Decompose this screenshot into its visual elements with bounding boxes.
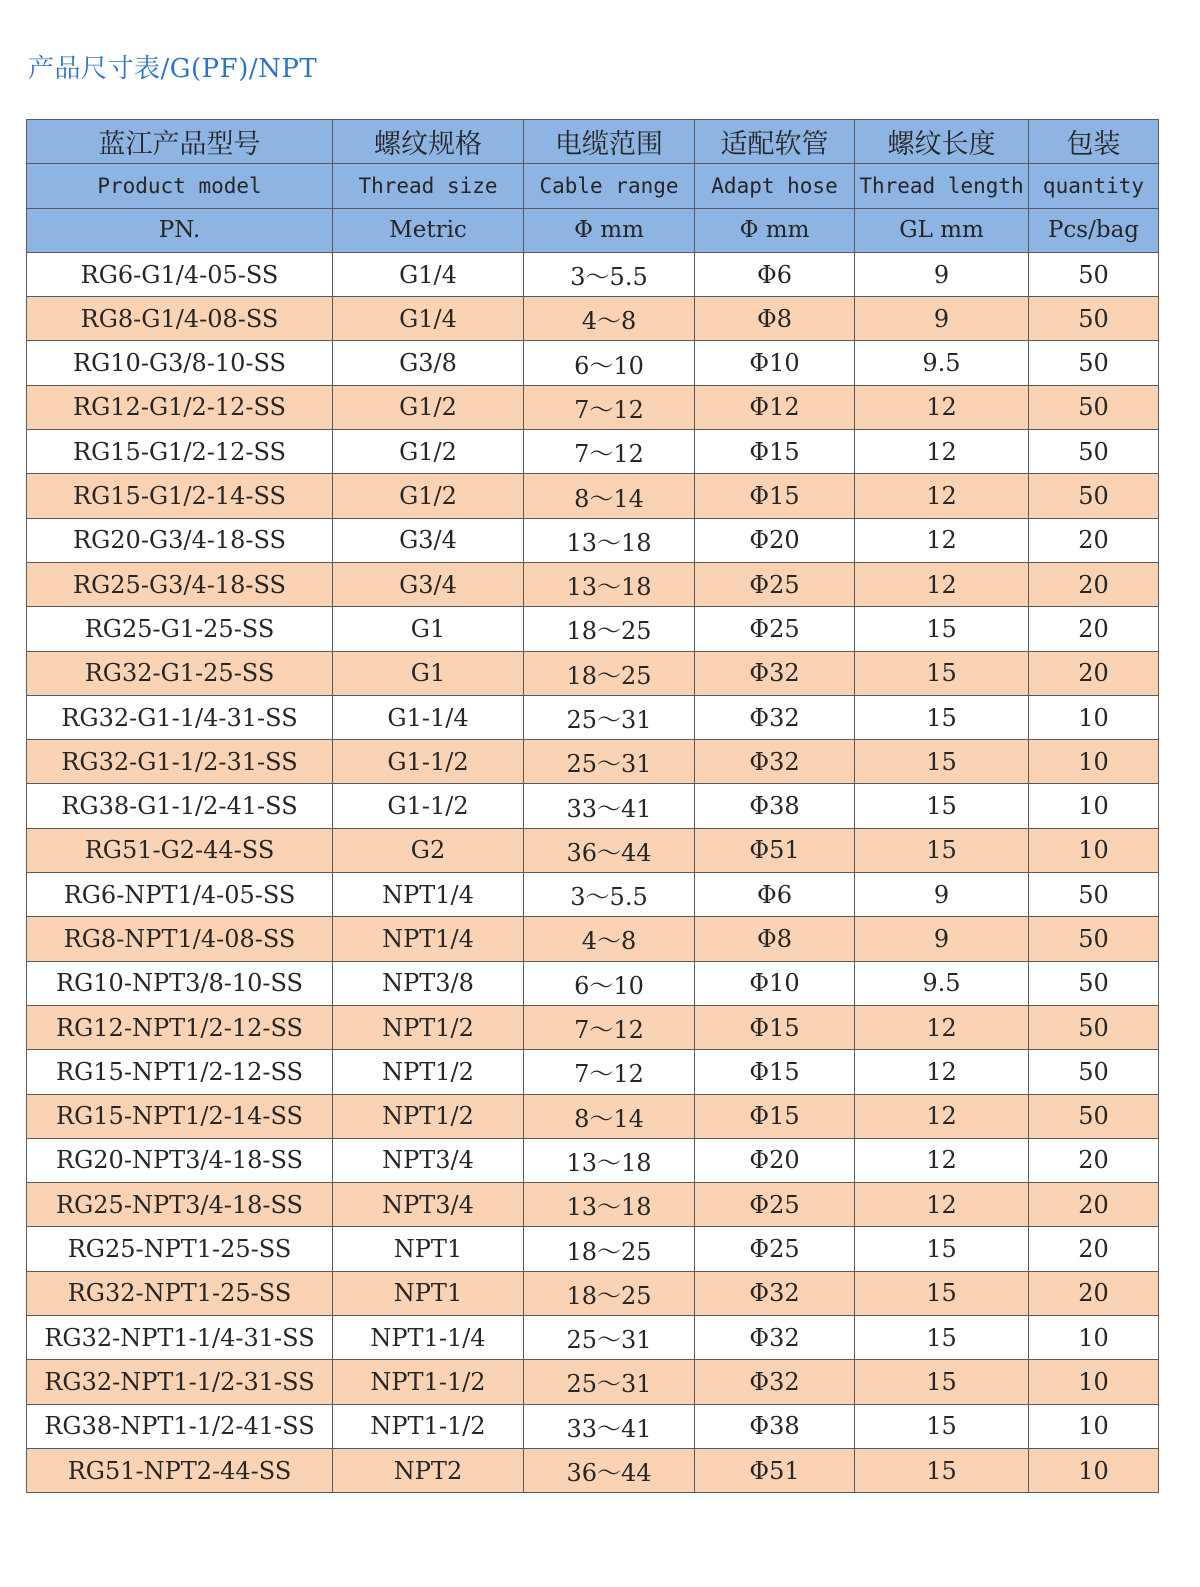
cell-thread-length: 15 [855, 828, 1029, 872]
cell-quantity: 20 [1029, 562, 1159, 606]
cell-quantity: 10 [1029, 784, 1159, 828]
table-row [27, 297, 1159, 341]
cell-thread-length: 15 [855, 651, 1029, 695]
cell-quantity: 10 [1029, 828, 1159, 872]
cell-thread-size: NPT1-1/2 [333, 1404, 524, 1448]
cell-product-model: RG12-G1/2-12-SS [27, 385, 333, 429]
table-row [27, 1271, 1159, 1315]
table-row [27, 651, 1159, 695]
cell-cable-range: 8～14 [524, 1094, 695, 1138]
header-cell-adapt-hose-cn: 适配软管 [695, 120, 855, 164]
cell-thread-length: 15 [855, 1360, 1029, 1404]
cell-product-model: RG32-G1-1/4-31-SS [27, 695, 333, 739]
cell-adapt-hose: Φ6 [695, 252, 855, 296]
cell-adapt-hose: Φ38 [695, 784, 855, 828]
cell-product-model: RG6-NPT1/4-05-SS [27, 873, 333, 917]
cell-thread-length: 15 [855, 607, 1029, 651]
header-cell-thread-size-en: Thread size [333, 164, 524, 208]
cell-thread-size: G2 [333, 828, 524, 872]
cell-thread-length: 12 [855, 385, 1029, 429]
cell-thread-length: 12 [855, 474, 1029, 518]
cell-thread-size: NPT1-1/4 [333, 1316, 524, 1360]
table-body [27, 252, 1159, 1492]
cell-quantity: 50 [1029, 385, 1159, 429]
cell-adapt-hose: Φ8 [695, 297, 855, 341]
cell-thread-length: 15 [855, 1404, 1029, 1448]
header-cell-product-model-cn: 蓝江产品型号 [27, 120, 333, 164]
cell-quantity: 20 [1029, 607, 1159, 651]
cell-cable-range: 3～5.5 [524, 873, 695, 917]
cell-thread-length: 12 [855, 1050, 1029, 1094]
cell-cable-range: 18～25 [524, 1271, 695, 1315]
cell-cable-range: 13～18 [524, 1138, 695, 1182]
cell-product-model: RG10-NPT3/8-10-SS [27, 961, 333, 1005]
table-row [27, 341, 1159, 385]
cell-product-model: RG8-G1/4-08-SS [27, 297, 333, 341]
cell-quantity: 20 [1029, 518, 1159, 562]
cell-thread-size: G1 [333, 651, 524, 695]
cell-cable-range: 18～25 [524, 607, 695, 651]
cell-thread-length: 12 [855, 430, 1029, 474]
header-cell-metric-unit: Metric [333, 208, 524, 252]
table-row [27, 562, 1159, 606]
cell-thread-length: 15 [855, 1448, 1029, 1492]
cell-quantity: 50 [1029, 297, 1159, 341]
cell-product-model: RG15-G1/2-12-SS [27, 430, 333, 474]
table-row [27, 873, 1159, 917]
cell-adapt-hose: Φ10 [695, 341, 855, 385]
cell-thread-size: G3/4 [333, 562, 524, 606]
header-row-english [27, 164, 1159, 208]
cell-cable-range: 7～12 [524, 430, 695, 474]
table-row [27, 1050, 1159, 1094]
cell-thread-length: 12 [855, 1094, 1029, 1138]
cell-adapt-hose: Φ12 [695, 385, 855, 429]
cell-thread-length: 12 [855, 1183, 1029, 1227]
cell-product-model: RG15-G1/2-14-SS [27, 474, 333, 518]
header-cell-thread-length-en: Thread length [855, 164, 1029, 208]
cell-cable-range: 6～10 [524, 341, 695, 385]
cell-thread-length: 12 [855, 1005, 1029, 1049]
cell-thread-length: 15 [855, 695, 1029, 739]
cell-adapt-hose: Φ20 [695, 1138, 855, 1182]
cell-cable-range: 25～31 [524, 695, 695, 739]
cell-cable-range: 18～25 [524, 1227, 695, 1271]
product-size-table [26, 119, 1159, 1493]
cell-cable-range: 36～44 [524, 1448, 695, 1492]
cell-cable-range: 13～18 [524, 562, 695, 606]
cell-product-model: RG15-NPT1/2-14-SS [27, 1094, 333, 1138]
cell-cable-range: 13～18 [524, 1183, 695, 1227]
cell-thread-length: 15 [855, 784, 1029, 828]
cell-quantity: 50 [1029, 252, 1159, 296]
table-row [27, 1005, 1159, 1049]
cell-quantity: 50 [1029, 1005, 1159, 1049]
table-row [27, 1360, 1159, 1404]
cell-thread-length: 9.5 [855, 961, 1029, 1005]
table-row [27, 474, 1159, 518]
header-cell-pcs-unit: Pcs/bag [1029, 208, 1159, 252]
table-row [27, 828, 1159, 872]
cell-thread-size: NPT1/2 [333, 1094, 524, 1138]
cell-thread-length: 9 [855, 917, 1029, 961]
cell-thread-size: G3/8 [333, 341, 524, 385]
cell-quantity: 20 [1029, 1183, 1159, 1227]
cell-product-model: RG38-G1-1/2-41-SS [27, 784, 333, 828]
cell-adapt-hose: Φ51 [695, 828, 855, 872]
page-title: 产品尺寸表/G(PF)/NPT [28, 54, 318, 84]
cell-cable-range: 33～41 [524, 1404, 695, 1448]
cell-adapt-hose: Φ25 [695, 1227, 855, 1271]
cell-quantity: 50 [1029, 474, 1159, 518]
table-row [27, 695, 1159, 739]
cell-thread-length: 9 [855, 252, 1029, 296]
cell-thread-size: NPT1/2 [333, 1005, 524, 1049]
table-row [27, 1138, 1159, 1182]
cell-thread-size: NPT1/4 [333, 917, 524, 961]
header-cell-adapt-hose-en: Adapt hose [695, 164, 855, 208]
cell-thread-size: NPT1/4 [333, 873, 524, 917]
cell-thread-size: G1/2 [333, 474, 524, 518]
table-row [27, 252, 1159, 296]
cell-cable-range: 36～44 [524, 828, 695, 872]
cell-quantity: 50 [1029, 873, 1159, 917]
cell-thread-size: NPT1/2 [333, 1050, 524, 1094]
cell-product-model: RG32-NPT1-1/4-31-SS [27, 1316, 333, 1360]
cell-thread-size: G1-1/2 [333, 784, 524, 828]
cell-quantity: 10 [1029, 1404, 1159, 1448]
header-cell-hose-unit: Φ mm [695, 208, 855, 252]
table-row [27, 518, 1159, 562]
cell-thread-size: G1-1/4 [333, 695, 524, 739]
cell-adapt-hose: Φ32 [695, 1271, 855, 1315]
cell-adapt-hose: Φ20 [695, 518, 855, 562]
cell-thread-length: 12 [855, 562, 1029, 606]
cell-cable-range: 7～12 [524, 1005, 695, 1049]
cell-quantity: 10 [1029, 740, 1159, 784]
cell-product-model: RG12-NPT1/2-12-SS [27, 1005, 333, 1049]
table-row [27, 917, 1159, 961]
cell-adapt-hose: Φ25 [695, 1183, 855, 1227]
cell-quantity: 10 [1029, 1448, 1159, 1492]
table-row [27, 1316, 1159, 1360]
cell-thread-size: G1-1/2 [333, 740, 524, 784]
cell-quantity: 10 [1029, 1316, 1159, 1360]
cell-thread-size: G1/2 [333, 385, 524, 429]
cell-quantity: 20 [1029, 1271, 1159, 1315]
cell-adapt-hose: Φ25 [695, 562, 855, 606]
cell-adapt-hose: Φ38 [695, 1404, 855, 1448]
cell-quantity: 20 [1029, 651, 1159, 695]
table-row [27, 1448, 1159, 1492]
cell-adapt-hose: Φ8 [695, 917, 855, 961]
cell-product-model: RG32-NPT1-25-SS [27, 1271, 333, 1315]
header-cell-quantity-en: quantity [1029, 164, 1159, 208]
cell-adapt-hose: Φ32 [695, 1316, 855, 1360]
cell-product-model: RG38-NPT1-1/2-41-SS [27, 1404, 333, 1448]
header-cell-thread-size-cn: 螺纹规格 [333, 120, 524, 164]
cell-thread-length: 15 [855, 1316, 1029, 1360]
cell-thread-length: 15 [855, 1227, 1029, 1271]
cell-product-model: RG51-NPT2-44-SS [27, 1448, 333, 1492]
cell-quantity: 50 [1029, 961, 1159, 1005]
cell-quantity: 50 [1029, 1050, 1159, 1094]
table-header [27, 120, 1159, 253]
cell-thread-size: NPT1-1/2 [333, 1360, 524, 1404]
cell-thread-size: G1/2 [333, 430, 524, 474]
cell-adapt-hose: Φ32 [695, 1360, 855, 1404]
cell-product-model: RG8-NPT1/4-08-SS [27, 917, 333, 961]
cell-product-model: RG51-G2-44-SS [27, 828, 333, 872]
cell-thread-length: 9 [855, 873, 1029, 917]
cell-cable-range: 7～12 [524, 1050, 695, 1094]
cell-product-model: RG25-NPT1-25-SS [27, 1227, 333, 1271]
cell-thread-length: 12 [855, 518, 1029, 562]
header-cell-cable-unit: Φ mm [524, 208, 695, 252]
cell-adapt-hose: Φ15 [695, 430, 855, 474]
cell-thread-size: G3/4 [333, 518, 524, 562]
cell-product-model: RG20-G3/4-18-SS [27, 518, 333, 562]
cell-thread-length: 15 [855, 740, 1029, 784]
cell-thread-size: NPT1 [333, 1271, 524, 1315]
header-cell-product-model-en: Product model [27, 164, 333, 208]
cell-adapt-hose: Φ15 [695, 1050, 855, 1094]
table-row [27, 1094, 1159, 1138]
cell-quantity: 50 [1029, 1094, 1159, 1138]
cell-thread-length: 9.5 [855, 341, 1029, 385]
cell-quantity: 20 [1029, 1138, 1159, 1182]
header-cell-pn-unit: PN. [27, 208, 333, 252]
cell-cable-range: 18～25 [524, 651, 695, 695]
cell-thread-size: NPT1 [333, 1227, 524, 1271]
table-row [27, 1227, 1159, 1271]
cell-quantity: 50 [1029, 341, 1159, 385]
header-cell-gl-unit: GL mm [855, 208, 1029, 252]
cell-cable-range: 4～8 [524, 917, 695, 961]
cell-product-model: RG25-G3/4-18-SS [27, 562, 333, 606]
cell-quantity: 50 [1029, 917, 1159, 961]
cell-cable-range: 25～31 [524, 1360, 695, 1404]
cell-adapt-hose: Φ51 [695, 1448, 855, 1492]
table-row [27, 784, 1159, 828]
table-row [27, 607, 1159, 651]
cell-adapt-hose: Φ6 [695, 873, 855, 917]
table-row [27, 1404, 1159, 1448]
header-cell-cable-range-cn: 电缆范围 [524, 120, 695, 164]
table-row [27, 740, 1159, 784]
cell-cable-range: 25～31 [524, 1316, 695, 1360]
cell-quantity: 50 [1029, 430, 1159, 474]
cell-adapt-hose: Φ32 [695, 740, 855, 784]
cell-cable-range: 25～31 [524, 740, 695, 784]
cell-product-model: RG32-NPT1-1/2-31-SS [27, 1360, 333, 1404]
cell-adapt-hose: Φ25 [695, 607, 855, 651]
cell-product-model: RG25-G1-25-SS [27, 607, 333, 651]
table-row [27, 430, 1159, 474]
cell-product-model: RG32-G1-25-SS [27, 651, 333, 695]
cell-thread-size: NPT3/8 [333, 961, 524, 1005]
cell-thread-length: 15 [855, 1271, 1029, 1315]
cell-adapt-hose: Φ32 [695, 651, 855, 695]
table-row [27, 1183, 1159, 1227]
cell-cable-range: 3～5.5 [524, 252, 695, 296]
cell-adapt-hose: Φ32 [695, 695, 855, 739]
cell-cable-range: 13～18 [524, 518, 695, 562]
header-cell-cable-range-en: Cable range [524, 164, 695, 208]
cell-thread-size: NPT2 [333, 1448, 524, 1492]
cell-thread-size: NPT3/4 [333, 1138, 524, 1182]
cell-adapt-hose: Φ10 [695, 961, 855, 1005]
cell-cable-range: 8～14 [524, 474, 695, 518]
cell-quantity: 20 [1029, 1227, 1159, 1271]
cell-thread-length: 12 [855, 1138, 1029, 1182]
cell-thread-length: 9 [855, 297, 1029, 341]
cell-cable-range: 7～12 [524, 385, 695, 429]
cell-product-model: RG6-G1/4-05-SS [27, 252, 333, 296]
cell-quantity: 10 [1029, 1360, 1159, 1404]
cell-adapt-hose: Φ15 [695, 1005, 855, 1049]
cell-quantity: 10 [1029, 695, 1159, 739]
cell-adapt-hose: Φ15 [695, 474, 855, 518]
cell-thread-size: G1/4 [333, 252, 524, 296]
cell-adapt-hose: Φ15 [695, 1094, 855, 1138]
header-row-chinese [27, 120, 1159, 164]
cell-product-model: RG25-NPT3/4-18-SS [27, 1183, 333, 1227]
table-row [27, 961, 1159, 1005]
cell-thread-size: G1 [333, 607, 524, 651]
cell-product-model: RG20-NPT3/4-18-SS [27, 1138, 333, 1182]
table-row [27, 385, 1159, 429]
cell-cable-range: 6～10 [524, 961, 695, 1005]
cell-thread-size: G1/4 [333, 297, 524, 341]
cell-thread-size: NPT3/4 [333, 1183, 524, 1227]
header-cell-thread-length-cn: 螺纹长度 [855, 120, 1029, 164]
cell-cable-range: 33～41 [524, 784, 695, 828]
cell-product-model: RG10-G3/8-10-SS [27, 341, 333, 385]
header-row-units [27, 208, 1159, 252]
header-cell-quantity-cn: 包装 [1029, 120, 1159, 164]
cell-product-model: RG32-G1-1/2-31-SS [27, 740, 333, 784]
cell-cable-range: 4～8 [524, 297, 695, 341]
cell-product-model: RG15-NPT1/2-12-SS [27, 1050, 333, 1094]
